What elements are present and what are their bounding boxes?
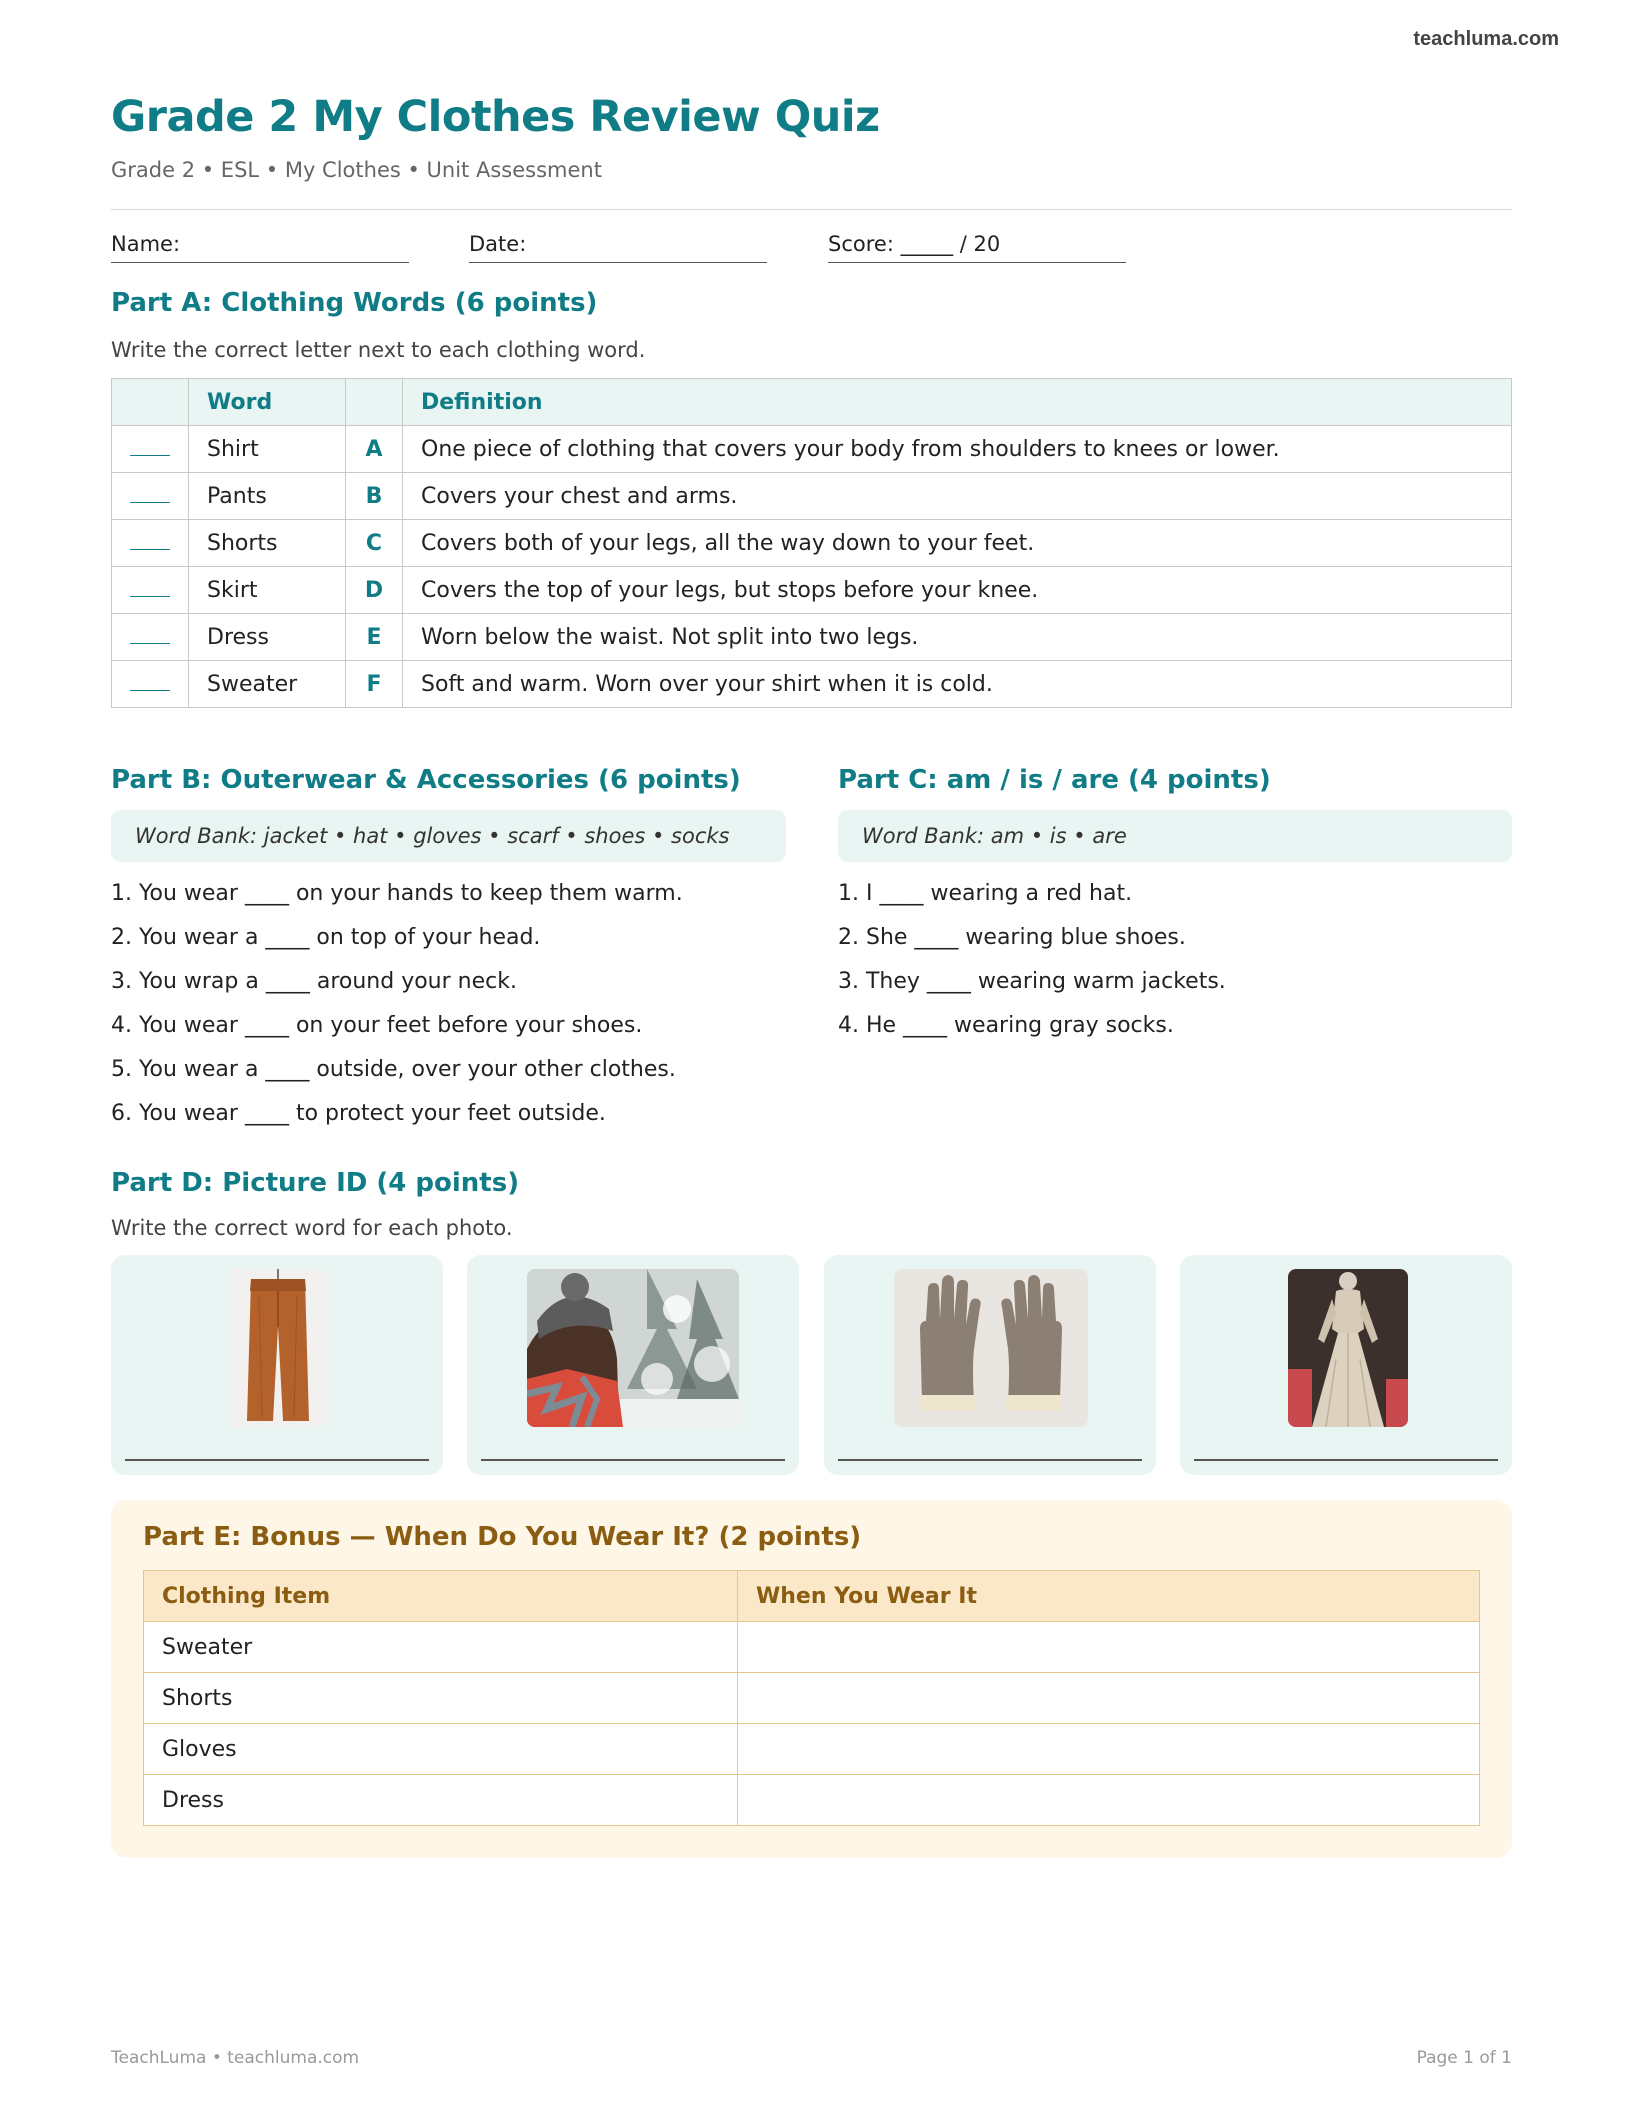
score-field[interactable]: Score: _____ / 20 [828,232,1126,263]
answer-cell[interactable] [738,1622,1480,1673]
answer-blank[interactable] [112,426,189,473]
letter-header [346,379,403,426]
part-b-title: Part B: Outerwear & Accessories (6 points) [111,765,741,795]
part-b-word-bank: Word Bank: jacket • hat • gloves • scarf • shoes • socks [111,810,786,862]
picture-card [1180,1255,1512,1475]
answer-line[interactable] [838,1459,1142,1461]
clothing-item: Shorts [144,1673,738,1724]
matching-table-header [112,379,1512,426]
student-info-row [111,232,1512,264]
part-e-title: Part E: Bonus — When Do You Wear It? (2 points) [143,1522,862,1552]
header-divider [111,209,1512,210]
clothing-word: Sweater [189,661,346,708]
answer-blank[interactable] [112,614,189,661]
answer-blank[interactable] [112,661,189,708]
page-title: Grade 2 My Clothes Review Quiz [111,92,880,142]
definition-text: One piece of clothing that covers your body from shoulders to knees or lower. [403,426,1512,473]
list-item: 6. You wear ____ to protect your feet outside. [111,1101,606,1126]
definition-text: Soft and warm. Worn over your shirt when it is cold. [403,661,1512,708]
part-d-title: Part D: Picture ID (4 points) [111,1168,520,1198]
answer-blank[interactable] [112,567,189,614]
table-row [112,661,1512,708]
pants-photo [229,1269,327,1427]
table-row [112,614,1512,661]
part-d-instructions: Write the correct word for each photo. [111,1216,513,1240]
matching-table [111,378,1512,708]
list-item: 4. He ____ wearing gray socks. [838,1013,1174,1038]
clothing-word: Shorts [189,520,346,567]
definition-text: Worn below the waist. Not split into two legs. [403,614,1512,661]
answer-cell[interactable] [738,1673,1480,1724]
answer-blank[interactable] [112,473,189,520]
answer-cell[interactable] [738,1724,1480,1775]
table-row [144,1622,1480,1673]
definition-header: Definition [403,379,1512,426]
clothing-item: Sweater [144,1622,738,1673]
clothing-item-header: Clothing Item [144,1571,738,1622]
list-item: 5. You wear a ____ outside, over your other clothes. [111,1057,676,1082]
list-item: 3. They ____ wearing warm jackets. [838,969,1226,994]
word-header: Word [189,379,346,426]
table-row [144,1775,1480,1826]
bonus-table [143,1570,1480,1826]
clothing-word: Pants [189,473,346,520]
clothing-item: Gloves [144,1724,738,1775]
part-c-word-bank: Word Bank: am • is • are [838,810,1512,862]
table-row [112,520,1512,567]
table-row [112,473,1512,520]
definition-text: Covers both of your legs, all the way down to your feet. [403,520,1512,567]
list-item: 2. You wear a ____ on top of your head. [111,925,541,950]
table-row [144,1673,1480,1724]
table-row [112,567,1512,614]
clothing-word: Shirt [189,426,346,473]
definition-letter: E [346,614,403,661]
picture-card [111,1255,443,1475]
bonus-table-header [144,1571,1480,1622]
list-item: 1. You wear ____ on your hands to keep them warm. [111,881,683,906]
definition-text: Covers your chest and arms. [403,473,1512,520]
name-field[interactable]: Name: [111,232,409,263]
list-item: 4. You wear ____ on your feet before your shoes. [111,1013,643,1038]
list-item: 1. I ____ wearing a red hat. [838,881,1133,906]
clothing-item: Dress [144,1775,738,1826]
blank-header [112,379,189,426]
clothing-word: Skirt [189,567,346,614]
table-row [112,426,1512,473]
bonus-section [111,1500,1512,1858]
part-a-title: Part A: Clothing Words (6 points) [111,288,598,318]
definition-letter: F [346,661,403,708]
page-number: Page 1 of 1 [1416,2048,1512,2068]
table-row [144,1724,1480,1775]
definition-letter: A [346,426,403,473]
page-subtitle: Grade 2 • ESL • My Clothes • Unit Assessment [111,158,602,182]
date-field[interactable]: Date: [469,232,767,263]
footer-brand: TeachLuma • teachluma.com [111,2048,360,2068]
part-c-title: Part C: am / is / are (4 points) [838,765,1271,795]
answer-line[interactable] [481,1459,785,1461]
winter-hat-photo [527,1269,739,1427]
dress-photo [1288,1269,1408,1427]
answer-cell[interactable] [738,1775,1480,1826]
definition-letter: B [346,473,403,520]
clothing-word: Dress [189,614,346,661]
definition-text: Covers the top of your legs, but stops before your knee. [403,567,1512,614]
definition-letter: D [346,567,403,614]
list-item: 3. You wrap a ____ around your neck. [111,969,517,994]
picture-card [467,1255,799,1475]
list-item: 2. She ____ wearing blue shoes. [838,925,1186,950]
site-brand: teachluma.com [1413,28,1559,50]
answer-line[interactable] [1194,1459,1498,1461]
answer-line[interactable] [125,1459,429,1461]
part-c-questions [838,872,1226,1048]
part-b-questions [111,872,683,1136]
picture-card [824,1255,1156,1475]
gloves-photo [894,1269,1088,1427]
part-a-instructions: Write the correct letter next to each clothing word. [111,338,646,362]
when-header: When You Wear It [738,1571,1480,1622]
answer-blank[interactable] [112,520,189,567]
definition-letter: C [346,520,403,567]
